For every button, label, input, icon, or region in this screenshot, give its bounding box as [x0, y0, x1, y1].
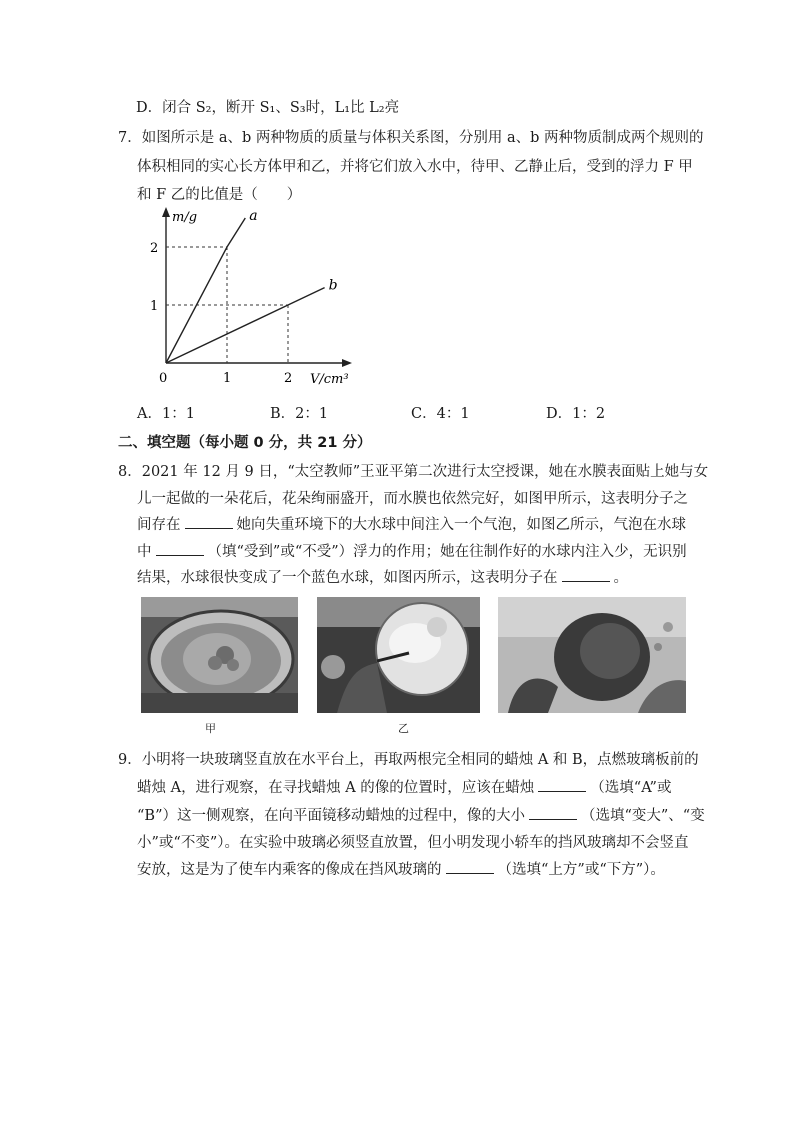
q9-line3-start: “B”）这一侧观察，在向平面镜移动蜡烛的过程中，像的大小 [137, 808, 525, 824]
q9-line2-start: 蜡烛 A，进行观察，在寻找蜡烛 A 的像的位置时，应该在蜡烛 [137, 780, 535, 796]
q7-option-b: B．2：1 [270, 406, 329, 422]
x-axis-label: V/cm³ [310, 372, 349, 387]
photo-yi-bubble-water-ball [317, 597, 480, 713]
q9-text-line4: 小”或“不变”）。在实验中玻璃必须竖直放置，但小明发现小轿车的挡风玻璃却不会竖直 [137, 835, 689, 851]
q7-option-a: A．1：1 [137, 406, 195, 422]
q7-text-line1: 7．如图所示是 a、b 两种物质的质量与体积关系图，分别用 a、b 两种物质制成两个规则的 [118, 130, 704, 146]
q8-text-line5 [137, 566, 628, 587]
q9-text-line2 [137, 776, 671, 797]
q8-text-line2: 儿一起做的一朵花后，花朵绚丽盛开，而水膜也依然完好，如图甲所示，这表明分子之 [137, 491, 688, 507]
q8-blank-3[interactable] [562, 580, 610, 582]
q9-blank-1[interactable] [538, 790, 586, 792]
series-line-a [166, 218, 245, 363]
q9-text-line3 [137, 804, 705, 825]
q8-text-line1: 8．2021 年 12 月 9 日，“太空教师”王亚平第二次进行太空授课，她在水膜表面贴上她与女 [118, 464, 709, 480]
series-label-b: b [328, 277, 338, 294]
q8-line4-end: （填“受到”或“不受”）浮力的作用；她在往制作好的水球内注入少，无识别 [207, 544, 687, 560]
q8-line3-start: 间存在 [137, 517, 181, 533]
section-title: 二、填空题（每小题 0 分，共 21 分） [118, 435, 372, 451]
q9-blank-3[interactable] [446, 872, 494, 874]
photo-bing-blue-water-ball [498, 597, 686, 713]
q8-line5-start: 结果，水球很快变成了一个蓝色水球，如图丙所示，这表明分子在 [137, 570, 558, 586]
q8-line5-end: 。 [613, 570, 628, 586]
q8-blank-2[interactable] [156, 554, 204, 556]
q9-blank-2[interactable] [529, 818, 577, 820]
x-tick-label-1: 1 [223, 371, 232, 386]
q9-line5-end: （选填“上方”或“下方”）。 [497, 862, 665, 878]
q8-line4-start: 中 [137, 544, 152, 560]
origin-label: 0 [159, 371, 168, 386]
y-axis-arrow [162, 207, 170, 217]
x-axis-arrow [342, 359, 352, 367]
q9-line2-end: （选填“A”或 [590, 780, 672, 796]
q8-text-line3 [137, 513, 686, 534]
q9-text-line5 [137, 858, 665, 879]
caption-jia: 甲 [205, 722, 216, 735]
photo-jia-flower-water-film [141, 597, 298, 713]
mass-volume-chart [140, 205, 370, 390]
series-label-a: a [249, 208, 258, 224]
y-tick-label-1: 1 [150, 299, 159, 314]
y-axis-label: m/g [172, 210, 198, 225]
q6-option-d: D．闭合 S₂，断开 S₁、S₃时，L₁比 L₂亮 [136, 100, 400, 116]
q7-text-line2: 体积相同的实心长方体甲和乙，并将它们放入水中，待甲、乙静止后，受到的浮力 F 甲 [137, 159, 693, 175]
q9-line3-end: （选填“变大”、“变 [580, 808, 705, 824]
q7-option-d: D．1：2 [546, 406, 606, 422]
series-line-b [166, 288, 325, 363]
q8-blank-1[interactable] [185, 527, 233, 529]
q9-text-line1: 9．小明将一块玻璃竖直放在水平台上，再取两根完全相同的蜡烛 A 和 B，点燃玻璃板前的 [118, 752, 699, 768]
caption-yi: 乙 [398, 722, 409, 735]
q8-line3-end: 她向失重环境下的大水球中间注入一个气泡，如图乙所示，气泡在水球 [236, 517, 686, 533]
y-tick-label-2: 2 [150, 241, 159, 256]
chart-axes [162, 207, 352, 367]
q8-text-line4 [137, 540, 687, 561]
q9-line5-start: 安放，这是为了使车内乘客的像成在挡风玻璃的 [137, 862, 442, 878]
q7-text-line3: 和 F 乙的比值是（ ） [137, 187, 302, 203]
x-tick-label-2: 2 [284, 371, 293, 386]
q7-option-c: C．4：1 [411, 406, 470, 422]
